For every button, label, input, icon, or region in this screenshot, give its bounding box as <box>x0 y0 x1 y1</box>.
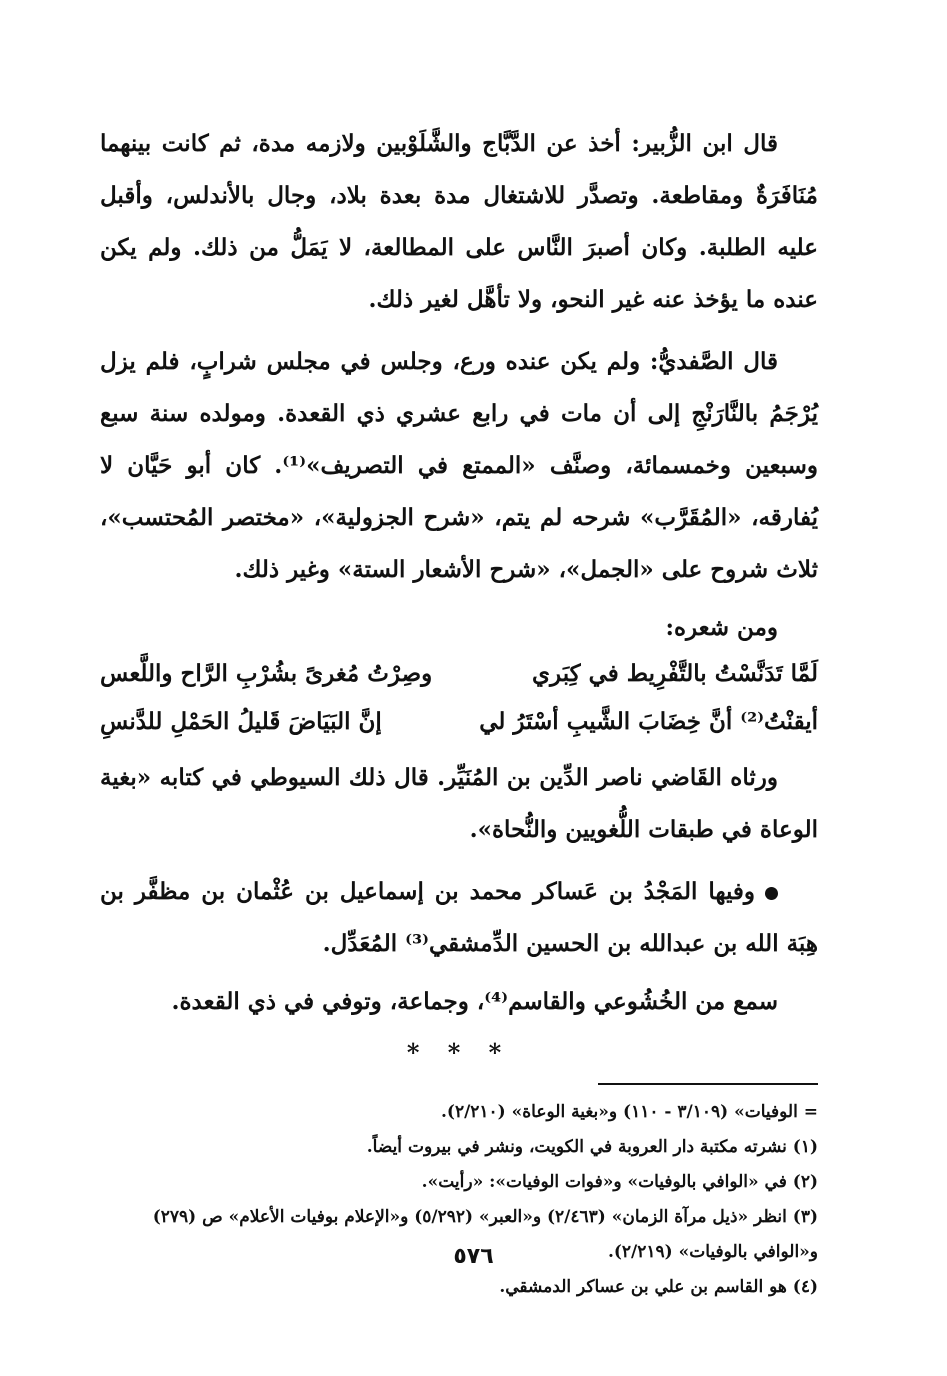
footnote-divider <box>598 1083 818 1085</box>
paragraph-safadi: قال الصَّفديُّ: ولم يكن عنده ورع، وجلس في مجلس شرابٍ، فلم يزل يُرْجَمُ بالنَّارَنْجِ إلى أن مات في رابع عشري ذي القعدة. ومولده سنة سبع وسبعين وخمسمائة، وصنَّف «الممتع في التصريف»⁽¹⁾. كان أبو حَيَّان لا يُفارقه، «المُقَرَّب» شرحه لم يتم، «شرح الجزولية»، «مختصر المُحتسب»، ثلاث شروح على «الجمل»، «شرح الأشعار الستة» وغير ذلك. <box>100 348 818 583</box>
verse-second-hemistich: إنَّ البَيَاضَ قَليلُ الحَمْلِ للدَّنسِ <box>100 708 382 735</box>
paragraph-elegy: ورثاه القَاضي ناصر الدِّين بن المُنَيِّر. قال ذلك السيوطي في كتابه «بغية الوعاة في طبقات اللُّغويين والنُّحاة». <box>100 764 818 843</box>
page-number: ٥٧٦ <box>453 1244 494 1269</box>
footnote-2: (٢) في «الوافي بالوفيات» و«فوات الوفيات»: «رأيت». <box>421 1172 818 1192</box>
footnote-4: (٤) هو القاسم بن علي بن عساكر الدمشقي. <box>499 1277 818 1297</box>
footnotes <box>100 1095 818 1305</box>
paragraph-ibn-zubayr: قال ابن الزُّبير: أخذ عن الدَّبَّاج والشَّلَوْبين ولازمه مدة، ثم كانت بينهما مُنَافَرَةٌ ومقاطعة. وتصدَّر للاشتغال مدة بعدة بلاد، وجال بالأندلس، وأقبل عليه الطلبة. وكان أصبرَ النَّاس على المطالعة، لا يَمَلُّ من ذلك. ولم يكن عنده ما يؤخذ عنه غير النحو، ولا تأهَّل لغير ذلك. <box>100 130 818 313</box>
footnote-continuation: = الوفيات» (٣/١٠٩ - ١١٠) و«بغية الوعاة» (٢/٢١٠). <box>440 1102 818 1122</box>
entry-text: وفيها المَجْدُ بن عَساكر محمد بن إسماعيل بن عُثْمان بن مظفَّر بن هِبَة الله بن عبدالله بن الحسين الدِّمشقي⁽³⁾ المُعَدِّل. <box>100 878 818 957</box>
footnote-1: (١) نشرته مكتبة دار العروبة في الكويت، ونشر في بيروت أيضاً. <box>366 1137 818 1157</box>
section-separator: * * * <box>406 1038 512 1067</box>
bullet-icon <box>765 887 778 900</box>
poem-verse <box>100 650 818 698</box>
verse-second-hemistich: وصِرْتُ مُغرىً بشُرْبِ الرَّاح واللَّعس <box>100 660 433 687</box>
poem-intro: ومن شعره: <box>665 614 778 641</box>
entry-majd-ibn-asakir <box>100 866 818 970</box>
verse-first-hemistich: لَمَّا تَدَنَّسْتُ بالتَّفْرِيط في كِبَري <box>532 660 818 687</box>
poem-verse <box>100 698 818 746</box>
footnote-3: (٣) انظر «ذيل مرآة الزمان» (٢/٤٦٣) و«العبر» (٥/٢٩٢) و«الإعلام بوفيات الأعلام» ص (٢٧٩) و«الوافي بالوفيات» (٢/٢١٩). <box>152 1207 818 1262</box>
page-body <box>100 118 818 1305</box>
paragraph-heard-from: سمع من الخُشُوعي والقاسم⁽⁴⁾، وجماعة، وتوفي في ذي القعدة. <box>171 988 778 1015</box>
verse-first-hemistich: أيقنْتُ⁽²⁾ أنَّ خِضَابَ الشَّيبِ أسْتَرُ لي <box>479 708 818 735</box>
